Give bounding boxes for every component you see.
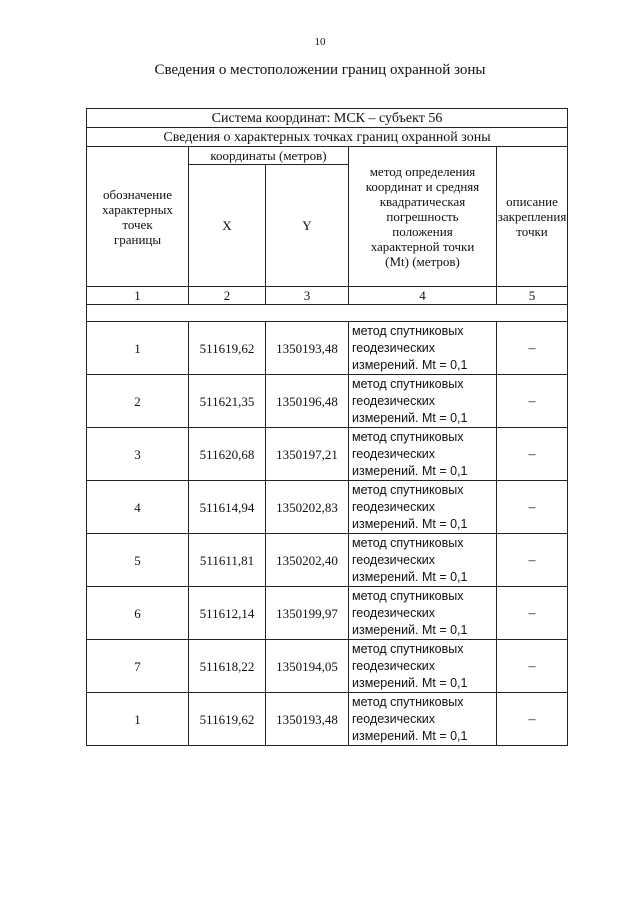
description-cell: – xyxy=(497,481,568,534)
x-coordinate-cell: 511619,62 xyxy=(189,322,266,375)
description-cell: – xyxy=(497,587,568,640)
method-line: измерений. Mt = 0,1 xyxy=(352,728,468,743)
method-line: измерений. Mt = 0,1 xyxy=(352,516,468,531)
x-coordinate-cell: 511621,35 xyxy=(189,375,266,428)
header-point-line: границы xyxy=(113,231,162,247)
header-desc-line: закрепления xyxy=(497,209,567,224)
coordinate-system-row: Система координат: МСК – субъект 56 xyxy=(87,109,568,128)
header-method-line: положения xyxy=(392,224,453,239)
document-title: Сведения о местоположении границ охранной зоны xyxy=(154,62,486,78)
header-method-line: (Mt) (метров) xyxy=(385,254,460,269)
table-row xyxy=(87,375,568,428)
empty-spacer-row xyxy=(87,305,568,322)
method-line: метод спутниковых xyxy=(352,694,464,709)
method-line: геодезических xyxy=(352,552,436,567)
header-point-line: характерных xyxy=(102,201,173,217)
method-line: геодезических xyxy=(352,711,436,726)
header-desc-line: описание xyxy=(506,194,558,209)
method-line: измерений. Mt = 0,1 xyxy=(352,410,468,425)
header-method-line: квадратическая xyxy=(379,194,466,209)
method-line: метод спутниковых xyxy=(352,535,464,550)
point-number-cell: 3 xyxy=(87,428,189,481)
method-cell xyxy=(349,587,497,640)
table-row xyxy=(87,481,568,534)
method-line: метод спутниковых xyxy=(352,429,464,444)
x-coordinate-cell: 511612,14 xyxy=(189,587,266,640)
method-line: геодезических xyxy=(352,499,436,514)
description-cell: – xyxy=(497,428,568,481)
point-number-cell: 1 xyxy=(87,693,189,746)
header-method-line: характерной точки xyxy=(370,239,475,254)
point-number-cell: 1 xyxy=(87,322,189,375)
x-coordinate-cell: 511611,81 xyxy=(189,534,266,587)
description-cell: – xyxy=(497,693,568,746)
method-line: измерений. Mt = 0,1 xyxy=(352,357,468,372)
description-cell: – xyxy=(497,640,568,693)
method-cell xyxy=(349,481,497,534)
x-coordinate-cell: 511619,62 xyxy=(189,693,266,746)
header-method xyxy=(349,147,497,287)
boundary-points-table xyxy=(86,108,568,746)
x-coordinate-cell: 511620,68 xyxy=(189,428,266,481)
method-cell xyxy=(349,375,497,428)
method-cell xyxy=(349,640,497,693)
section-title-row: Сведения о характерных точках границ охранной зоны xyxy=(87,128,568,147)
x-coordinate-cell: 511614,94 xyxy=(189,481,266,534)
table-row xyxy=(87,322,568,375)
column-number: 3 xyxy=(266,287,349,305)
method-cell xyxy=(349,534,497,587)
point-number-cell: 2 xyxy=(87,375,189,428)
header-point-line: обозначение xyxy=(103,186,172,202)
point-number-cell: 6 xyxy=(87,587,189,640)
column-number: 2 xyxy=(189,287,266,305)
method-line: метод спутниковых xyxy=(352,641,464,656)
header-desc-line: точки xyxy=(516,224,548,239)
description-cell: – xyxy=(497,322,568,375)
column-number: 4 xyxy=(349,287,497,305)
table-row xyxy=(87,534,568,587)
method-line: измерений. Mt = 0,1 xyxy=(352,622,468,637)
header-y: Y xyxy=(266,165,349,287)
method-line: геодезических xyxy=(352,340,436,355)
method-line: метод спутниковых xyxy=(352,482,464,497)
y-coordinate-cell: 1350197,21 xyxy=(266,428,349,481)
method-cell xyxy=(349,428,497,481)
method-line: метод спутниковых xyxy=(352,588,464,603)
table-row xyxy=(87,428,568,481)
header-method-line: метод определения xyxy=(369,164,476,179)
description-cell: – xyxy=(497,375,568,428)
x-coordinate-cell: 511618,22 xyxy=(189,640,266,693)
point-number-cell: 5 xyxy=(87,534,189,587)
method-line: геодезических xyxy=(352,605,436,620)
method-line: метод спутниковых xyxy=(352,376,464,391)
method-line: измерений. Mt = 0,1 xyxy=(352,463,468,478)
method-cell xyxy=(349,693,497,746)
method-line: измерений. Mt = 0,1 xyxy=(352,675,468,690)
header-coordinates: координаты (метров) xyxy=(189,147,349,165)
method-cell xyxy=(349,322,497,375)
table-row xyxy=(87,693,568,746)
table-row xyxy=(87,640,568,693)
point-number-cell: 4 xyxy=(87,481,189,534)
y-coordinate-cell: 1350202,40 xyxy=(266,534,349,587)
column-number: 5 xyxy=(497,287,568,305)
y-coordinate-cell: 1350202,83 xyxy=(266,481,349,534)
method-line: геодезических xyxy=(352,446,436,461)
header-point-designation xyxy=(87,147,189,287)
table-row xyxy=(87,587,568,640)
page-number: 10 xyxy=(314,36,326,48)
method-line: геодезических xyxy=(352,658,436,673)
y-coordinate-cell: 1350193,48 xyxy=(266,322,349,375)
y-coordinate-cell: 1350193,48 xyxy=(266,693,349,746)
header-description xyxy=(497,147,568,287)
y-coordinate-cell: 1350194,05 xyxy=(266,640,349,693)
description-cell: – xyxy=(497,534,568,587)
method-line: геодезических xyxy=(352,393,436,408)
header-x: X xyxy=(189,165,266,287)
header-point-line: точек xyxy=(122,216,153,232)
header-method-line: погрешность xyxy=(386,209,459,224)
method-line: метод спутниковых xyxy=(352,323,464,338)
point-number-cell: 7 xyxy=(87,640,189,693)
method-line: измерений. Mt = 0,1 xyxy=(352,569,468,584)
header-method-line: координат и средняя xyxy=(365,179,480,194)
y-coordinate-cell: 1350199,97 xyxy=(266,587,349,640)
column-number: 1 xyxy=(87,287,189,305)
y-coordinate-cell: 1350196,48 xyxy=(266,375,349,428)
